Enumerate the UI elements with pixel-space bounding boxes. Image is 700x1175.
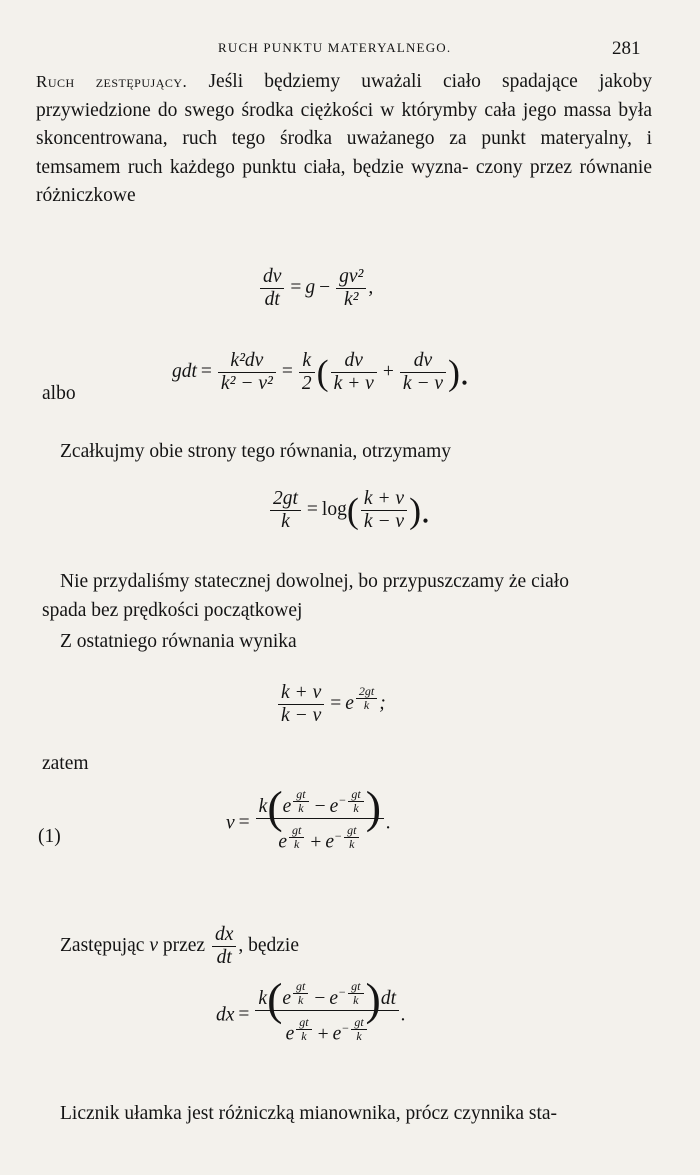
plus-sign: + <box>382 360 394 382</box>
paragraph-line: Jeśli będziemy uważali ciało spadające jakoby <box>208 71 653 92</box>
paragraph-integrate: Zcałkujmy obie strony tego równania, otrzymamy <box>60 441 451 462</box>
symbol-dt: dt <box>380 987 396 1009</box>
fraction-k-plus-v-over-k-minus-v <box>278 682 324 727</box>
numerator: k <box>299 350 315 373</box>
negative-sign: − <box>341 1021 350 1036</box>
numerator: dv <box>400 350 446 373</box>
symbol-k: k <box>258 795 268 817</box>
numerator: gt <box>293 980 308 994</box>
close-paren: ). <box>409 490 431 531</box>
page-number: 281 <box>612 38 641 59</box>
fraction-gv2-k2 <box>336 266 366 311</box>
paragraph-substitution <box>60 924 299 969</box>
denominator: k <box>281 511 290 532</box>
fraction-k-2 <box>299 350 315 395</box>
numerator: gt <box>348 980 363 994</box>
denominator: k − v <box>363 511 405 532</box>
denominator: dt <box>264 289 280 310</box>
exponent-fraction <box>348 980 363 1007</box>
period: . <box>401 1004 406 1026</box>
equation-exponential <box>276 682 386 727</box>
numerator: gv² <box>336 266 366 289</box>
numerator: gt <box>348 788 363 802</box>
equals-sign: = <box>306 498 318 520</box>
numerator: 2gt <box>356 685 377 699</box>
open-paren: ( <box>316 352 329 393</box>
paragraph-line: materyalny, i temsamem ruch każdego punktu ciała, będzie wyzna- <box>36 128 653 178</box>
fraction-dx-dt <box>212 924 236 969</box>
period: . <box>386 812 391 834</box>
page-header <box>0 38 700 62</box>
denominator: k <box>353 801 359 815</box>
symbol-e: e <box>329 795 339 817</box>
paragraph-from-last: Z ostatniego równania wynika <box>60 631 297 652</box>
symbol-dx: dx <box>216 1004 235 1026</box>
plus-sign: + <box>310 831 322 853</box>
equation-number: (1) <box>38 826 61 847</box>
open-paren: ( <box>267 781 283 833</box>
denominator: k² − v² <box>220 373 273 394</box>
exponent-fraction <box>351 1016 366 1043</box>
symbol-gdt: gdt <box>172 360 197 382</box>
equals-sign: = <box>238 812 250 834</box>
exponent <box>294 1015 313 1044</box>
exponent <box>338 787 365 815</box>
minus-sign: − <box>314 987 326 1009</box>
section-lead: Ruch zestępujący. <box>36 72 188 91</box>
negative-sign: − <box>338 793 347 808</box>
numerator: gt <box>344 824 359 838</box>
denominator: k <box>298 993 304 1007</box>
paragraph-text: przez <box>162 934 206 956</box>
paragraph-line: massa była skoncentrowana, ruch tego środka uważanego za punkt <box>36 99 652 149</box>
denominator: k − v <box>402 373 444 394</box>
symbol-v: v <box>149 934 158 956</box>
equals-sign: = <box>330 692 342 714</box>
exponent <box>341 1015 368 1044</box>
exponent <box>291 979 310 1007</box>
paragraph-text: , będzie <box>238 934 300 956</box>
fraction-dx <box>255 973 399 1052</box>
close-paren: ). <box>448 352 470 393</box>
denominator: 2 <box>301 373 312 394</box>
fraction-dv-k-plus-v <box>331 350 377 395</box>
equals-sign: = <box>200 360 212 382</box>
exponent-fraction <box>293 980 308 1007</box>
symbol-e: e <box>345 692 354 714</box>
paragraph-line: przywiedzione do swego środka ciężkości w którymby cała jego <box>36 99 557 121</box>
exponent <box>291 787 310 815</box>
denominator: k <box>293 837 300 852</box>
close-paren: ) <box>365 973 381 1025</box>
numerator: gt <box>351 1016 366 1030</box>
denominator: k <box>356 1029 362 1044</box>
exponent-fraction <box>296 1016 311 1043</box>
symbol-e: e <box>282 795 292 817</box>
word-albo: albo <box>42 383 76 404</box>
paragraph-ruch-zestepujacy <box>36 68 652 211</box>
numerator: dv <box>260 266 284 289</box>
symbol-e: e <box>285 1023 295 1045</box>
minus-sign: − <box>319 276 331 298</box>
equals-sign: = <box>281 360 293 382</box>
negative-sign: − <box>338 985 347 1000</box>
numerator <box>255 973 399 1025</box>
denominator: k + v <box>333 373 374 394</box>
open-paren: ( <box>346 490 359 531</box>
denominator: k <box>363 698 370 713</box>
symbol-e: e <box>325 831 334 853</box>
exponent-fraction <box>344 824 359 851</box>
numerator: gt <box>296 1016 311 1030</box>
denominator: k <box>301 1029 307 1044</box>
exponent-fraction <box>289 824 304 851</box>
exponent <box>354 684 379 713</box>
exponent-fraction <box>356 685 377 712</box>
paragraph-line: Nie przydaliśmy statecznej dowolnej, bo przypuszczamy że ciało <box>60 571 569 592</box>
equation-log <box>268 488 430 533</box>
equation-differential <box>258 266 373 311</box>
symbol-e: e <box>332 1023 342 1045</box>
plus-sign: + <box>317 1023 329 1045</box>
semicolon: ; <box>379 692 386 714</box>
equals-sign: = <box>290 276 302 298</box>
denominator: k − v <box>281 705 322 726</box>
fraction-velocity <box>256 781 384 860</box>
equation-dx <box>216 973 406 1052</box>
numerator: k + v <box>361 488 407 511</box>
word-zatem: zatem <box>42 753 89 774</box>
open-paren: ( <box>267 973 283 1025</box>
denominator: k² <box>344 289 359 310</box>
equation-partial-fractions <box>172 350 469 395</box>
numerator <box>256 781 384 833</box>
numerator: k²dv <box>218 350 276 373</box>
numerator: k + v <box>278 682 324 705</box>
running-head: RUCH PUNKTU MATERYALNEGO. <box>218 40 452 55</box>
symbol-e: e <box>278 831 287 853</box>
symbol-e: e <box>329 987 339 1009</box>
fraction-dv-dt <box>260 266 284 311</box>
paragraph-line: czony przez równanie różniczkowe <box>36 156 652 206</box>
negative-sign: − <box>333 829 343 844</box>
paragraph-text: Zastępując <box>60 934 145 956</box>
exponent-fraction <box>348 788 363 815</box>
log-operator: log <box>321 498 347 520</box>
exponent <box>338 979 365 1007</box>
equation-velocity <box>226 781 391 860</box>
denominator: k <box>298 801 304 815</box>
paragraph-no-constant <box>42 568 650 625</box>
denominator: k <box>349 837 355 852</box>
comma: , <box>368 276 374 298</box>
symbol-k: k <box>258 987 268 1009</box>
fraction-k2dv <box>218 350 276 395</box>
fraction-log-argument <box>361 488 407 533</box>
fraction-2gt-k <box>270 488 301 533</box>
symbol-e: e <box>282 987 292 1009</box>
symbol-v: v <box>226 812 235 834</box>
numerator: dv <box>331 350 377 373</box>
minus-sign: − <box>314 795 326 817</box>
paragraph-numerator: Licznik ułamka jest różniczką mianownika, prócz czynnika sta- <box>60 1103 558 1124</box>
exponent <box>287 823 306 852</box>
numerator: gt <box>293 788 308 802</box>
denominator: dt <box>216 947 232 968</box>
denominator: k <box>353 993 359 1007</box>
numerator: 2gt <box>270 488 301 511</box>
exponent <box>333 823 361 852</box>
symbol-g: g <box>305 276 316 298</box>
exponent-fraction <box>293 788 308 815</box>
paragraph-line: spada bez prędkości początkowej <box>42 599 303 621</box>
fraction-dv-k-minus-v <box>400 350 446 395</box>
close-paren: ) <box>365 781 382 833</box>
equals-sign: = <box>238 1004 250 1026</box>
numerator: gt <box>289 824 304 838</box>
numerator: dx <box>212 924 236 947</box>
